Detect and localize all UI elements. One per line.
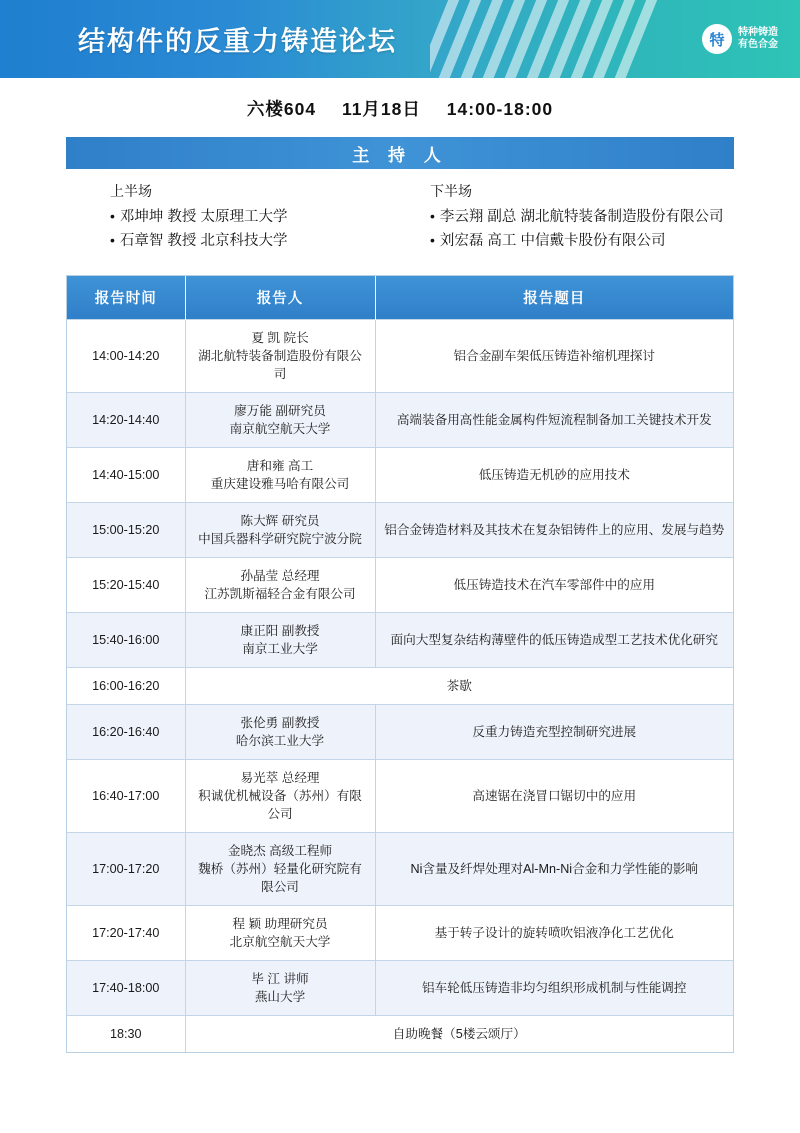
row-time: 15:40-16:00 xyxy=(67,613,185,668)
host-first-half xyxy=(110,181,430,253)
speaker-org: 重庆建设雅马哈有限公司 xyxy=(210,477,350,491)
row-time: 17:40-18:00 xyxy=(67,961,185,1016)
table-row xyxy=(67,558,733,613)
logo-mark-icon: 特 xyxy=(702,24,732,54)
event-meta xyxy=(0,96,800,121)
column-header-speaker: 报告人 xyxy=(185,276,375,320)
speaker-org: 湖北航特装备制造股份有限公司 xyxy=(198,349,362,381)
speaker-name: 唐和雍 高工 xyxy=(246,459,314,473)
logo-text-line2: 有色合金 xyxy=(738,39,778,50)
row-topic: 铝合金铸造材料及其技术在复杂铝铸件上的应用、发展与趋势 xyxy=(375,503,733,558)
table-row xyxy=(67,448,733,503)
host-first-half-label: 上半场 xyxy=(110,185,152,200)
speaker-org: 北京航空航天大学 xyxy=(229,935,331,949)
schedule-table xyxy=(67,276,733,1052)
row-full-text: 自助晚餐（5楼云颂厅） xyxy=(185,1016,733,1053)
row-time: 14:40-15:00 xyxy=(67,448,185,503)
event-time: 14:00-18:00 xyxy=(446,99,554,119)
row-time: 18:30 xyxy=(67,1016,185,1053)
schedule-table-container xyxy=(66,275,734,1053)
speaker-name: 夏 凯 院长 xyxy=(251,331,309,345)
row-speaker xyxy=(185,961,375,1016)
row-topic: 低压铸造技术在汽车零部件中的应用 xyxy=(375,558,733,613)
host-second-half-label: 下半场 xyxy=(430,185,472,200)
page-title: 结构件的反重力铸造论坛 xyxy=(78,26,397,57)
row-topic: 铝车轮低压铸造非均匀组织形成机制与性能调控 xyxy=(375,961,733,1016)
column-header-topic: 报告题目 xyxy=(375,276,733,320)
row-topic: 高端装备用高性能金属构件短流程制备加工关键技术开发 xyxy=(375,393,733,448)
speaker-name: 张伦勇 副教授 xyxy=(240,716,320,730)
row-topic: 高速锯在浇冒口锯切中的应用 xyxy=(375,760,733,833)
speaker-org: 哈尔滨工业大学 xyxy=(235,734,325,748)
row-time: 15:20-15:40 xyxy=(67,558,185,613)
table-row xyxy=(67,320,733,393)
banner-stripe-decoration xyxy=(430,0,660,78)
row-speaker xyxy=(185,760,375,833)
row-speaker xyxy=(185,503,375,558)
header-banner xyxy=(0,0,800,78)
row-speaker xyxy=(185,705,375,760)
row-topic: 低压铸造无机砂的应用技术 xyxy=(375,448,733,503)
table-row-break xyxy=(67,668,733,705)
speaker-name: 金晓杰 高级工程师 xyxy=(227,844,333,858)
row-topic: 铝合金副车架低压铸造补缩机理探讨 xyxy=(375,320,733,393)
speaker-org: 中国兵器科学研究院宁波分院 xyxy=(198,532,362,546)
speaker-org: 积诚优机械设备（苏州）有限公司 xyxy=(198,789,362,821)
speaker-org: 江苏凯斯福轻合金有限公司 xyxy=(204,587,356,601)
row-time: 16:00-16:20 xyxy=(67,668,185,705)
row-topic: 反重力铸造充型控制研究进展 xyxy=(375,705,733,760)
table-row-dinner xyxy=(67,1016,733,1053)
row-topic: Ni含量及纤焊处理对Al-Mn-Ni合金和力学性能的影响 xyxy=(375,833,733,906)
organization-logo xyxy=(702,24,778,54)
row-time: 15:00-15:20 xyxy=(67,503,185,558)
host-item: • 李云翔 副总 湖北航特装备制造股份有限公司 xyxy=(430,205,750,229)
row-speaker xyxy=(185,906,375,961)
logo-text xyxy=(738,27,778,51)
row-speaker xyxy=(185,320,375,393)
row-time: 14:00-14:20 xyxy=(67,320,185,393)
speaker-name: 廖万能 副研究员 xyxy=(234,404,326,418)
row-speaker xyxy=(185,448,375,503)
row-speaker xyxy=(185,613,375,668)
table-row xyxy=(67,393,733,448)
host-second-half xyxy=(430,181,750,253)
row-time: 17:00-17:20 xyxy=(67,833,185,906)
speaker-name: 康正阳 副教授 xyxy=(240,624,320,638)
speaker-name: 孙晶莹 总经理 xyxy=(240,569,320,583)
table-row xyxy=(67,760,733,833)
speaker-org: 南京工业大学 xyxy=(242,642,318,656)
logo-text-line1: 特种铸造 xyxy=(738,27,778,38)
host-list xyxy=(50,181,750,253)
speaker-name: 程 颖 助理研究员 xyxy=(232,917,328,931)
table-row xyxy=(67,613,733,668)
speaker-org: 魏桥（苏州）轻量化研究院有限公司 xyxy=(198,862,362,894)
row-speaker xyxy=(185,393,375,448)
row-time: 16:40-17:00 xyxy=(67,760,185,833)
host-item: • 刘宏磊 高工 中信戴卡股份有限公司 xyxy=(430,229,750,253)
table-row xyxy=(67,833,733,906)
speaker-name: 陈大辉 研究员 xyxy=(240,514,320,528)
table-row xyxy=(67,503,733,558)
row-time: 14:20-14:40 xyxy=(67,393,185,448)
host-section-title: 主 持 人 xyxy=(66,137,734,169)
table-row xyxy=(67,705,733,760)
table-row xyxy=(67,906,733,961)
column-header-time: 报告时间 xyxy=(67,276,185,320)
event-room: 六楼604 xyxy=(246,99,317,119)
row-speaker xyxy=(185,833,375,906)
speaker-name: 易光萃 总经理 xyxy=(240,771,320,785)
host-item: • 邓坤坤 教授 太原理工大学 xyxy=(110,205,430,229)
host-item: • 石章智 教授 北京科技大学 xyxy=(110,229,430,253)
speaker-org: 南京航空航天大学 xyxy=(229,422,331,436)
row-speaker xyxy=(185,558,375,613)
row-full-text: 茶歇 xyxy=(185,668,733,705)
row-topic: 面向大型复杂结构薄壁件的低压铸造成型工艺技术优化研究 xyxy=(375,613,733,668)
speaker-org: 燕山大学 xyxy=(254,990,306,1004)
row-time: 17:20-17:40 xyxy=(67,906,185,961)
speaker-name: 毕 江 讲师 xyxy=(251,972,309,986)
table-header-row xyxy=(67,276,733,320)
row-topic: 基于转子设计的旋转喷吹铝液净化工艺优化 xyxy=(375,906,733,961)
event-date: 11月18日 xyxy=(341,99,421,119)
table-row xyxy=(67,961,733,1016)
row-time: 16:20-16:40 xyxy=(67,705,185,760)
